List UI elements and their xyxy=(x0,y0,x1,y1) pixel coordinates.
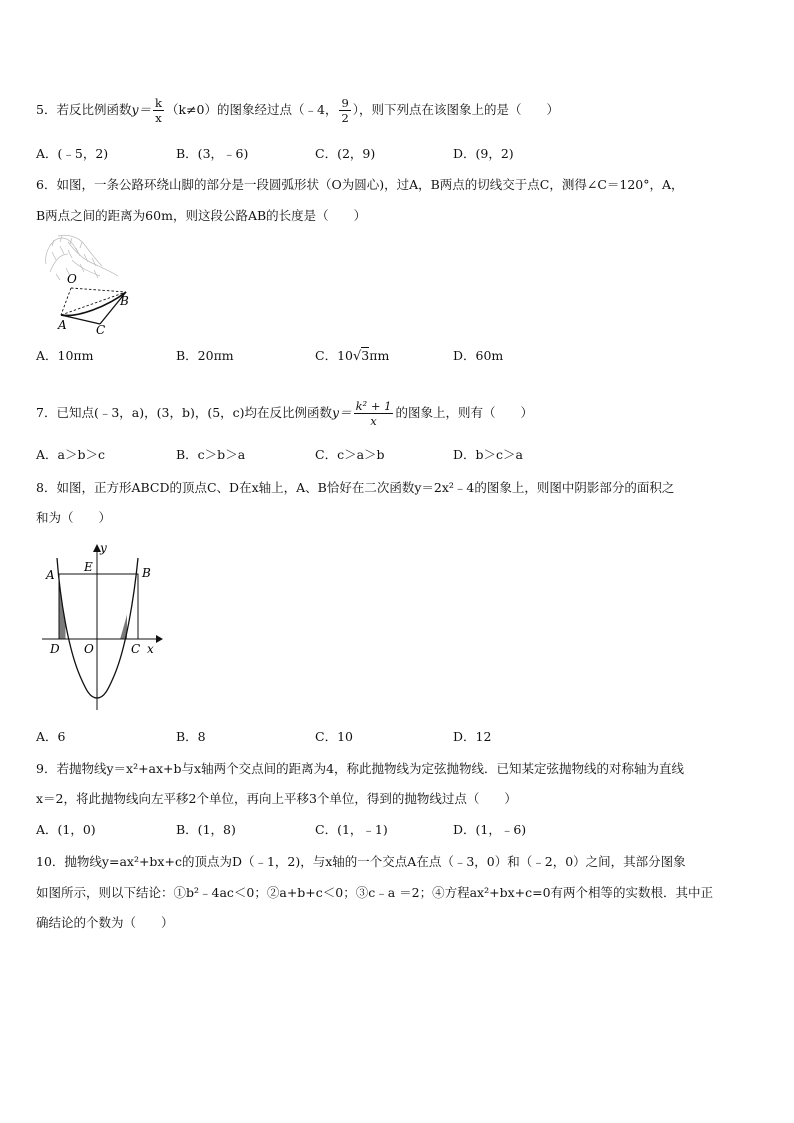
q7-text-pre: 7．已知点(﹣3，a)，(3，b)，(5，c)均在反比例函数 xyxy=(36,405,333,420)
q6-option-b[interactable]: B．20πm xyxy=(176,348,234,363)
q7-option-d[interactable]: D．b＞c＞a xyxy=(453,447,523,462)
q8-option-d[interactable]: D．12 xyxy=(453,729,492,744)
q6-stem-line2: B两点之间的距离为60m，则这段公路AB的长度是（ ） xyxy=(36,208,367,223)
label-b: B xyxy=(142,566,151,580)
q6-figure xyxy=(38,232,138,334)
radius-oa xyxy=(61,288,71,315)
sqrt-symbol: √ xyxy=(352,349,362,364)
q9-option-b[interactable]: B．(1，8) xyxy=(176,822,236,837)
q6-stem-line1: 6．如图，一条公路环绕山脚的部分是一段圆弧形状（O为圆心)，过A，B两点的切线交于点C，测得∠C＝120°，A， xyxy=(36,177,684,192)
label-a: A xyxy=(46,568,55,582)
q5-function-fraction xyxy=(153,96,164,125)
q7-function-fraction xyxy=(354,399,394,428)
q6-option-c-label: C．10 xyxy=(315,348,353,363)
q9-stem-line1: 9．若抛物线y＝x²+ax+b与x轴两个交点间的距离为4，称此抛物线为定弦抛物线．已知某定弦抛物线的对称轴为直线 xyxy=(36,761,685,776)
q10-stem-line3: 确结论的个数为（ ） xyxy=(36,915,174,930)
radius-ob xyxy=(71,288,126,292)
q7-frac-den: x xyxy=(370,414,377,428)
q6-option-a[interactable]: A．10πm xyxy=(36,348,94,363)
q8-stem-line1: 8．如图，正方形ABCD的顶点C、D在x轴上，A、B恰好在二次函数y＝2x²﹣4的图象上，则图中阴影部分的面积之 xyxy=(36,480,675,495)
label-d: D xyxy=(50,642,60,656)
q7-frac-num: k² + 1 xyxy=(355,399,392,413)
q6-option-c[interactable] xyxy=(315,347,389,366)
q5-point-fraction xyxy=(339,96,350,125)
q8-option-a[interactable]: A．6 xyxy=(36,729,66,744)
q5-text-pre: 5．若反比例函数 xyxy=(36,102,132,117)
q5-condition: （k≠0）的图象经过点（﹣4， xyxy=(166,102,338,117)
label-y: y xyxy=(100,541,107,555)
q7-option-a[interactable]: A．a＞b＞c xyxy=(36,447,105,462)
q8-option-b[interactable]: B．8 xyxy=(176,729,206,744)
label-c: C xyxy=(96,323,106,334)
q5-option-c[interactable]: C．(2，9) xyxy=(315,146,376,161)
q7-text-post: 的图象上，则有（ ） xyxy=(395,405,533,420)
q6-option-d[interactable]: D．60m xyxy=(453,348,504,363)
mountain-sketch xyxy=(46,235,118,280)
q5-option-a[interactable]: A．(﹣5，2) xyxy=(36,146,109,161)
label-c: C xyxy=(131,642,141,656)
q9-option-a[interactable]: A．(1，0) xyxy=(36,822,96,837)
q7-option-c[interactable]: C．c＞a＞b xyxy=(315,447,385,462)
label-b: B xyxy=(120,294,129,308)
q5-frac-den: x xyxy=(155,111,162,125)
q10-stem-line2: 如图所示，则以下结论：①b²﹣4ac＜0；②a+b+c＜0；③c﹣a ＝2；④方程ax²+bx+c=0有两个相等的实数根．其中正 xyxy=(36,885,714,900)
q8-option-c[interactable]: C．10 xyxy=(315,729,353,744)
q9-option-c[interactable]: C．(1，﹣1) xyxy=(315,822,388,837)
q5-stem xyxy=(36,96,559,125)
tangent-ac xyxy=(61,315,100,324)
q5-option-b[interactable]: B．(3，﹣6) xyxy=(176,146,249,161)
q8-figure xyxy=(36,538,168,714)
q9-stem-line2: x＝2，将此抛物线向左平移2个单位，再向上平移3个单位，得到的抛物线过点（ ） xyxy=(36,791,517,806)
label-x: x xyxy=(147,642,154,656)
q5-option-d[interactable]: D．(9，2) xyxy=(453,146,514,161)
q9-option-d[interactable]: D．(1，﹣6) xyxy=(453,822,527,837)
q7-stem xyxy=(36,399,533,428)
q5-text-post: ），则下列点在该图象上的是（ ） xyxy=(352,102,560,117)
label-o: O xyxy=(84,642,94,656)
label-a: A xyxy=(58,318,67,332)
q8-stem-line2: 和为（ ） xyxy=(36,510,112,525)
x-axis-arrow xyxy=(156,635,163,643)
q5-pt-den: 2 xyxy=(341,111,349,125)
q7-option-b[interactable]: B．c＞b＞a xyxy=(176,447,246,462)
q5-frac-num: k xyxy=(155,96,162,110)
label-o: O xyxy=(67,272,77,286)
q6-option-c-radicand: 3 xyxy=(361,348,370,363)
q5-func-lhs: y＝ xyxy=(131,102,152,117)
q5-pt-num: 9 xyxy=(341,96,349,110)
q7-func-lhs: y＝ xyxy=(332,405,352,420)
label-e: E xyxy=(84,560,93,574)
q10-stem-line1: 10．抛物线y=ax²+bx+c的顶点为D（﹣1，2)，与x轴的一个交点A在点（﹣3，0）和（﹣2，0）之间，其部分图象 xyxy=(36,854,686,869)
q6-option-c-tail: πm xyxy=(369,348,390,363)
